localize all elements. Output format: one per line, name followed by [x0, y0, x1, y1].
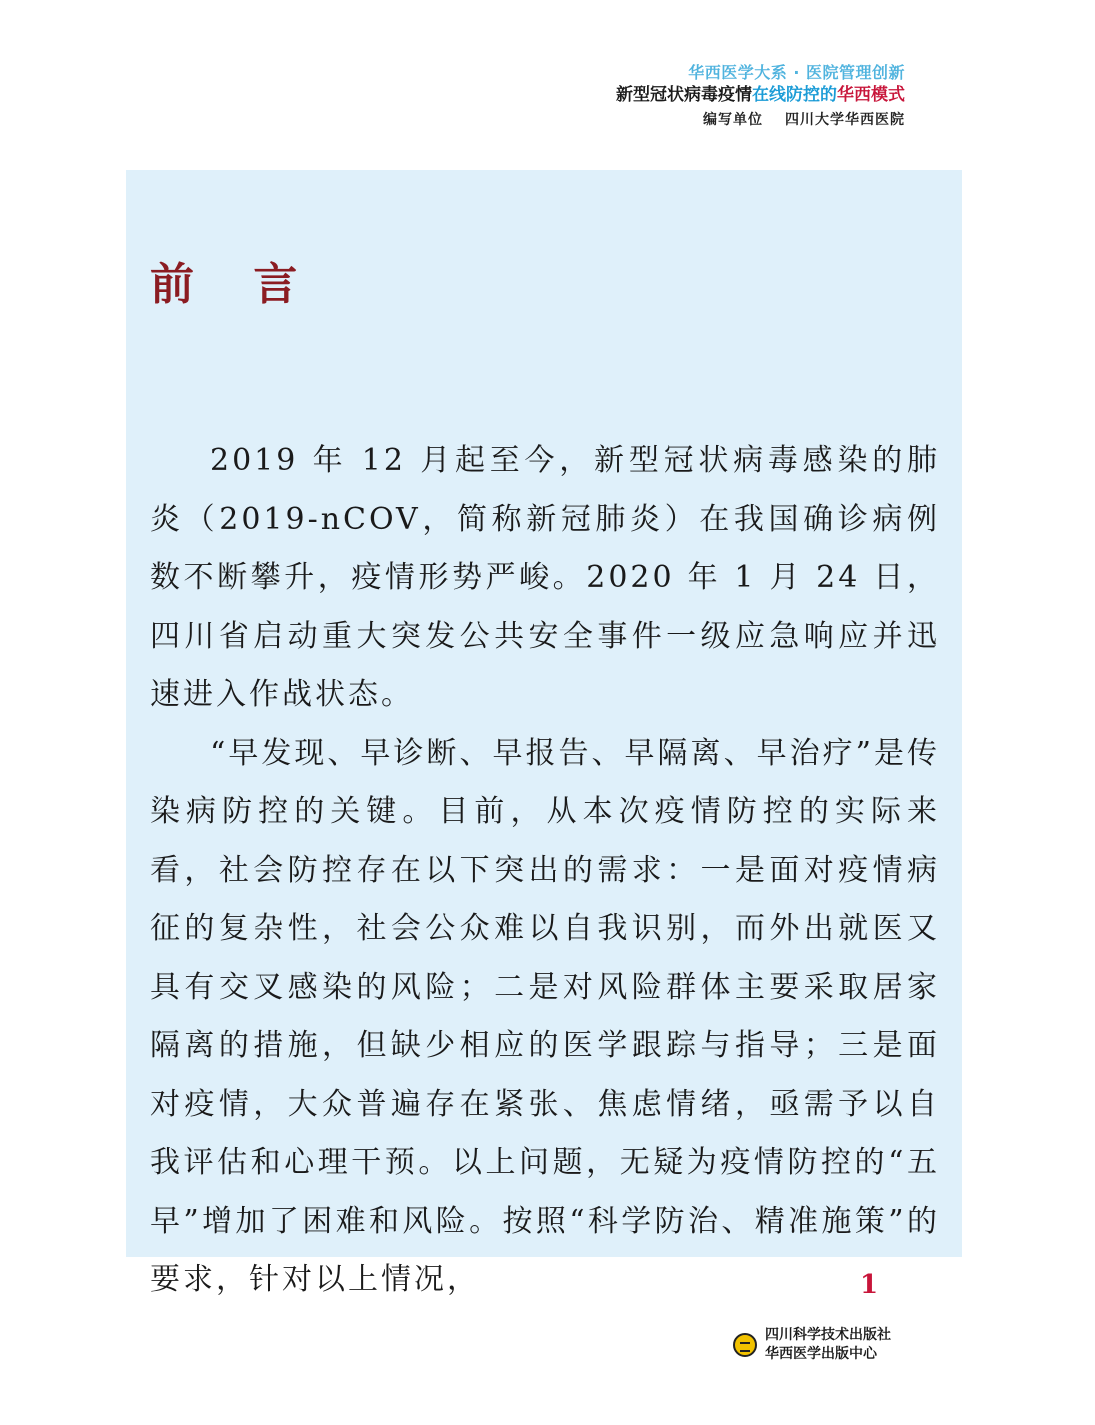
book-title-part2: 在线防控的 — [752, 85, 837, 106]
book-title-part3: 华西模式 — [837, 85, 905, 106]
author-line — [616, 112, 905, 128]
section-heading: 前 言 — [150, 259, 320, 310]
page-header — [616, 64, 905, 128]
publisher-line-1: 四川科学技术出版社 — [765, 1327, 891, 1343]
paragraph-1: 2019 年 12 月起至今，新型冠状病毒感染的肺炎（2019-nCOV，简称新冠肺炎）在我国确诊病例数不断攀升，疫情形势严峻。2020 年 1 月 24 日，四川省启动重大突发公共安全事件一级应急响应并迅速进入作战状态。 — [150, 443, 940, 712]
author-label: 编写单位 — [703, 111, 763, 128]
publisher-line-2: 华西医学出版中心 — [765, 1345, 877, 1362]
book-title-part1: 新型冠状病毒疫情 — [616, 85, 752, 106]
author-value: 四川大学华西医院 — [785, 111, 905, 128]
content-panel — [126, 170, 962, 1297]
page-number: 1 — [860, 1270, 879, 1300]
section-body — [150, 432, 940, 1310]
publisher-names — [765, 1326, 891, 1364]
publisher-logo-icon — [733, 1333, 757, 1357]
publisher-block — [733, 1326, 891, 1364]
paragraph-2: “早发现、早诊断、早报告、早隔离、早治疗”是传染病防控的关键。目前，从本次疫情防控的实际来看，社会防控存在以下突出的需求：一是面对疫情病征的复杂性，社会公众难以自我识别，而外出就医又具有交叉感染的风险；二是对风险群体主要采取居家隔离的措施，但缺少相应的医学跟踪与指导；三是面对疫情，大众普遍存在紧张、焦虑情绪，亟需予以自我评估和心理干预。以上问题，无疑为疫情防控的“五早”增加了困难和风险。按照“科学防治、精准施策”的要求，针对以上情况， — [150, 735, 940, 1297]
series-name: 华西医学大系 · 医院管理创新 — [688, 63, 905, 82]
book-title — [616, 86, 905, 106]
